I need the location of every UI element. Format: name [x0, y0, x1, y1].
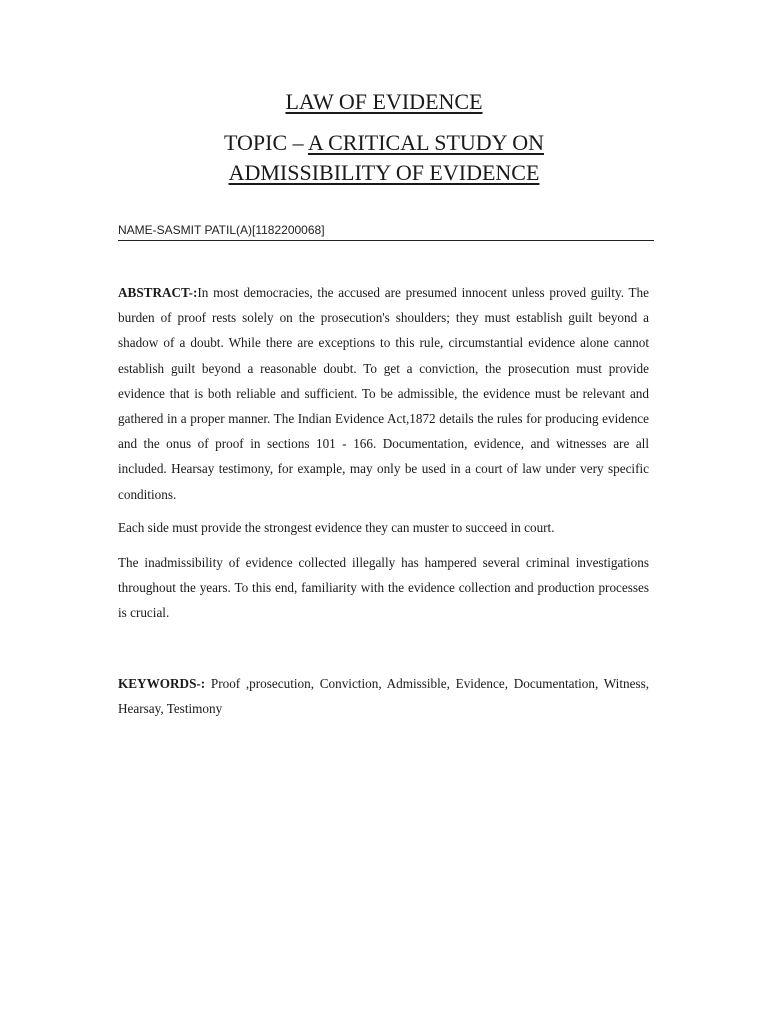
abstract-paragraph [118, 280, 649, 507]
abstract-label: ABSTRACT-: [118, 285, 198, 300]
topic-heading [120, 128, 648, 188]
abstract-text: In most democracies, the accused are presumed innocent unless proved guilty. The burden of proof rests solely on the prosecution's shoulders; they must establish guilt beyond a shadow of a doubt. While there are exceptions to this rule, circumstantial evidence alone cannot establish guilt beyond a reasonable doubt. To get a conviction, the prosecution must provide evidence that is both reliable and sufficient. To be admissible, the evidence must be relevant and gathered in a proper manner. The Indian Evidence Act,1872 details the rules for producing evidence and the onus of proof in sections 101 - 166. Documentation, evidence, and witnesses are all included. Hearsay testimony, for example, may only be used in a court of law under very specific conditions. [118, 285, 649, 502]
topic-prefix: TOPIC – [223, 130, 308, 155]
paragraph-2: Each side must provide the strongest evidence they can muster to succeed in court. [118, 520, 555, 535]
paragraph-3: The inadmissibility of evidence collected illegally has hampered several criminal investigations throughout the years. To this end, familiarity with the evidence collection and production processes is crucial. [118, 555, 649, 621]
author-name-line: NAME-SASMIT PATIL(A)[1182200068] [118, 222, 654, 241]
topic-line-2: ADMISSIBILITY OF EVIDENCE [228, 160, 540, 185]
document-title: LAW OF EVIDENCE [285, 89, 483, 114]
topic-line-1: A CRITICAL STUDY ON [307, 130, 545, 155]
keywords-paragraph [118, 671, 649, 721]
keywords-label: KEYWORDS-: [118, 676, 206, 691]
keywords-text: Proof ,prosecution, Conviction, Admissible, Evidence, Documentation, Witness, Hearsay, Testimony [118, 676, 650, 717]
